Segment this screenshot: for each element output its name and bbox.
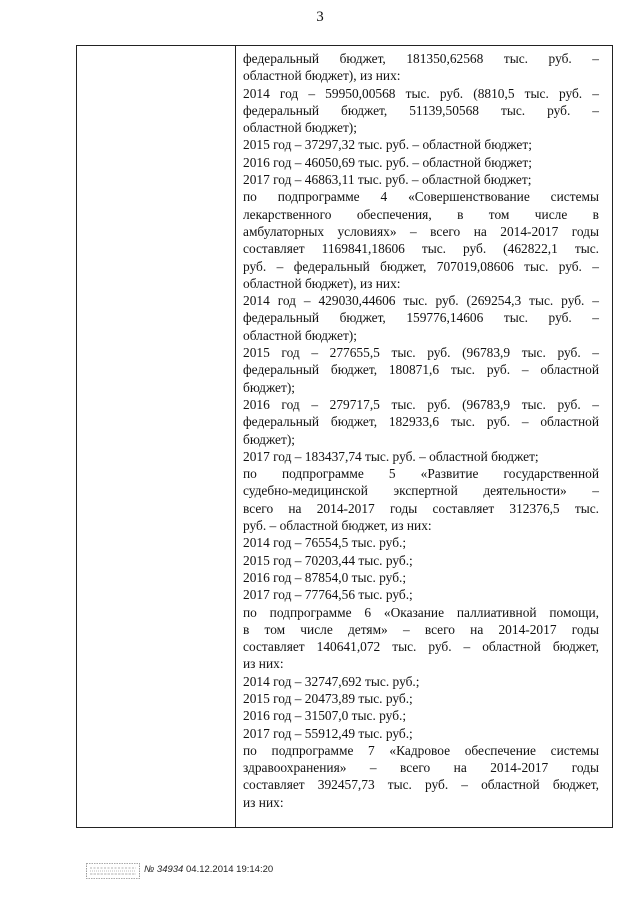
text-line: 2016 год – 31507,0 тыс. руб.; — [243, 708, 407, 724]
text-line: 2017 год – 183437,74 тыс. руб. – областной бюджет; — [243, 448, 539, 464]
text-line: из них: — [243, 794, 284, 810]
text-line: областной бюджет), из них: — [243, 68, 401, 84]
text-line: федеральный бюджет, 51139,50568 тыс. руб. – — [243, 102, 599, 118]
text-line: 2015 год – 20473,89 тыс. руб.; — [243, 690, 413, 706]
text-line: 2017 год – 55912,49 тыс. руб.; — [243, 725, 413, 741]
text-line: из них: — [243, 656, 284, 672]
text-line: 2014 год – 59950,00568 тыс. руб. (8810,5 тыс. руб. – — [243, 85, 599, 101]
barcode-stamp-icon — [86, 863, 140, 879]
text-line: областной бюджет); — [243, 327, 357, 343]
text-line: по подпрограмме 5 «Развитие государственной — [243, 466, 599, 482]
text-line: амбулаторных условиях» – всего на 2014-2017 годы — [243, 223, 599, 239]
text-line: 2015 год – 70203,44 тыс. руб.; — [243, 552, 413, 568]
text-line: 2014 год – 76554,5 тыс. руб.; — [243, 535, 407, 551]
text-line: 2016 год – 279717,5 тыс. руб. (96783,9 тыс. руб. – — [243, 396, 599, 412]
text-line: всего на 2014-2017 годы составляет 312376,5 тыс. — [243, 500, 599, 516]
column-divider — [235, 45, 236, 828]
text-line: 2015 год – 277655,5 тыс. руб. (96783,9 тыс. руб. – — [243, 345, 599, 361]
text-line: составляет 1169841,18606 тыс. руб. (462822,1 тыс. — [243, 241, 599, 257]
text-line: областной бюджет); — [243, 120, 357, 136]
text-line: федеральный бюджет, 180871,6 тыс. руб. – областной — [243, 362, 599, 378]
text-line: в том числе детям» – всего на 2014-2017 годы — [243, 621, 599, 637]
registration-number: № 34934 — [144, 864, 184, 875]
text-line: 2014 год – 32747,692 тыс. руб.; — [243, 673, 420, 689]
text-line: 2016 год – 87854,0 тыс. руб.; — [243, 569, 407, 585]
text-line: здравоохранения» – всего на 2014-2017 годы — [243, 760, 599, 776]
table-cell-text — [243, 50, 599, 811]
text-line: по подпрограмме 6 «Оказание паллиативной помощи, — [243, 604, 599, 620]
registration-footer — [144, 864, 273, 875]
text-line: лекарственного обеспечения, в том числе в — [243, 206, 599, 222]
text-line: по подпрограмме 4 «Совершенствование системы — [243, 189, 599, 205]
text-line: федеральный бюджет, 181350,62568 тыс. руб. – — [243, 51, 599, 66]
text-line: составляет 140641,072 тыс. руб. – областной бюджет, — [243, 639, 599, 655]
text-line: бюджет); — [243, 431, 295, 447]
text-line: 2017 год – 46863,11 тыс. руб. – областной бюджет; — [243, 172, 532, 188]
text-line: судебно-медицинской экспертной деятельности» – — [243, 483, 599, 499]
text-line: бюджет); — [243, 379, 295, 395]
text-line: составляет 392457,73 тыс. руб. – областной бюджет, — [243, 777, 599, 793]
registration-timestamp: 04.12.2014 19:14:20 — [186, 864, 274, 875]
text-line: 2015 год – 37297,32 тыс. руб. – областной бюджет; — [243, 137, 532, 153]
text-line: руб. – федеральный бюджет, 707019,08606 тыс. руб. – — [243, 258, 599, 274]
text-line: по подпрограмме 7 «Кадровое обеспечение системы — [243, 742, 599, 758]
page-number: 3 — [316, 9, 324, 25]
text-line: 2014 год – 429030,44606 тыс. руб. (269254,3 тыс. руб. – — [243, 293, 599, 309]
text-line: 2017 год – 77764,56 тыс. руб.; — [243, 587, 413, 603]
text-line: 2016 год – 46050,69 тыс. руб. – областной бюджет; — [243, 154, 532, 170]
text-line: областной бюджет), из них: — [243, 275, 401, 291]
text-line: руб. – областной бюджет, из них: — [243, 518, 432, 534]
text-line: федеральный бюджет, 182933,6 тыс. руб. – областной — [243, 414, 599, 430]
text-line: федеральный бюджет, 159776,14606 тыс. руб. – — [243, 310, 599, 326]
